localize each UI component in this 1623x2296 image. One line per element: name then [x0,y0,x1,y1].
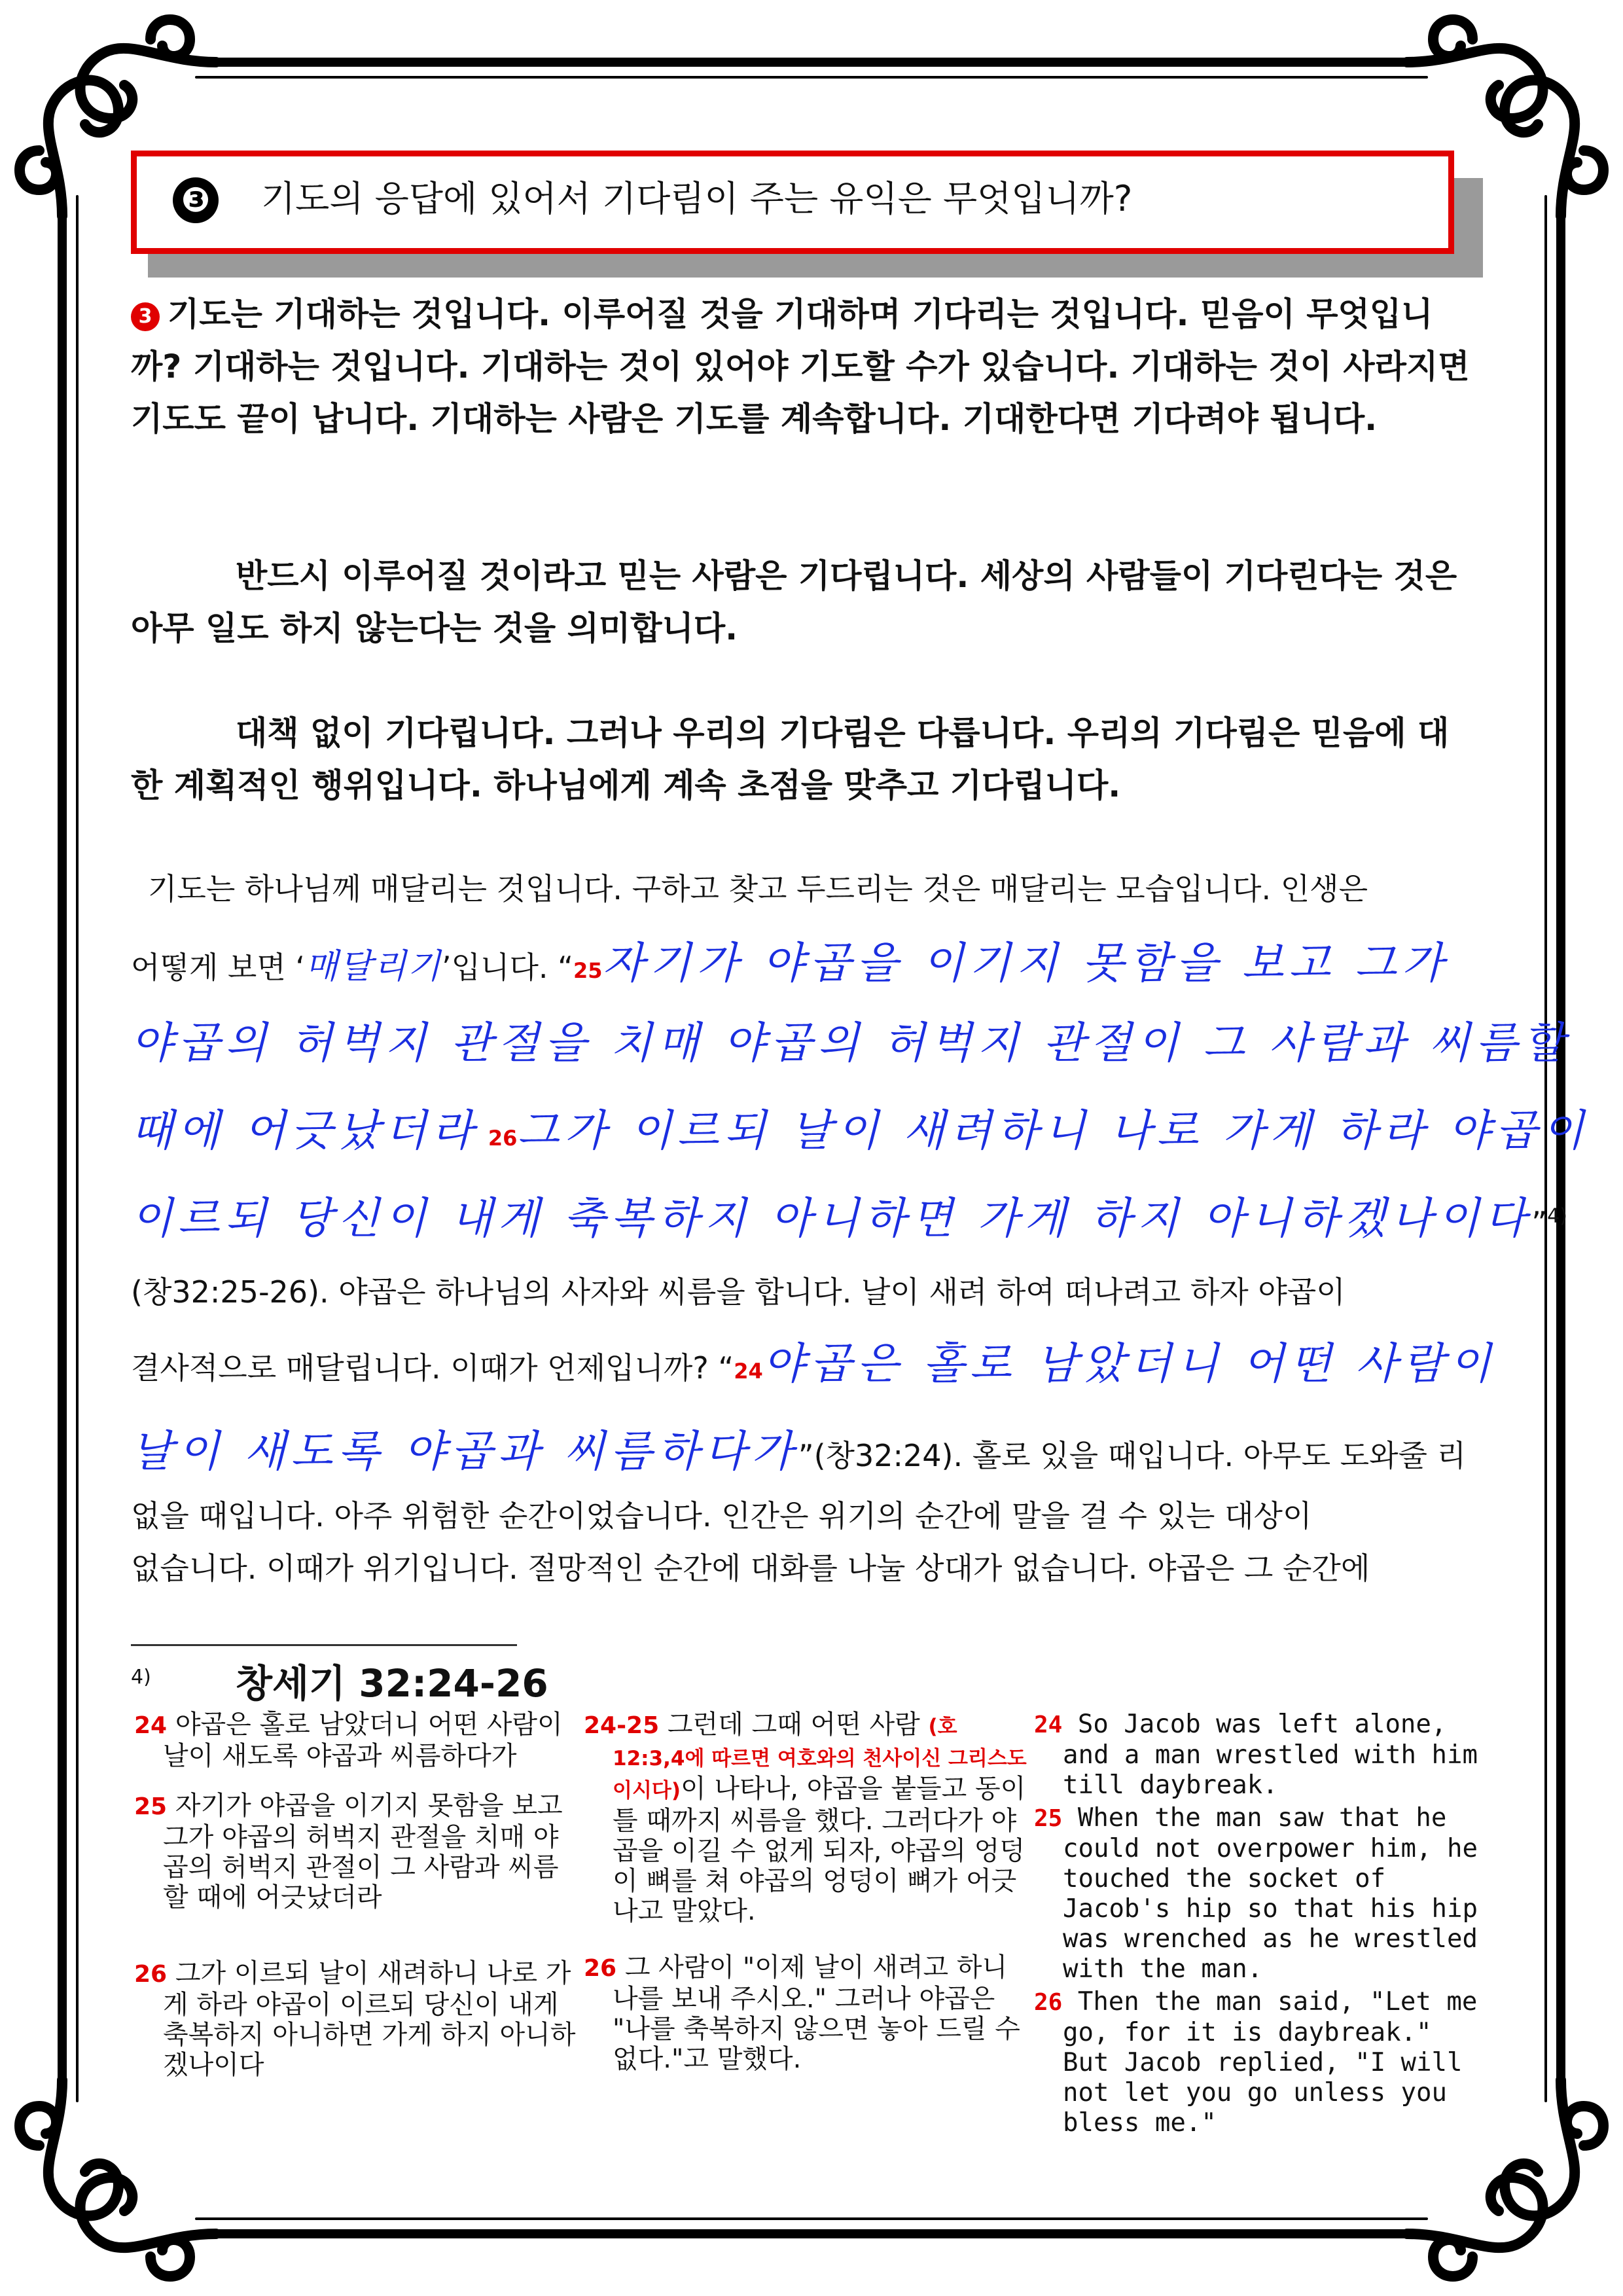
body-line-7: 결사적으로 매달립니다. 이때가 언제입니까? “24야곱은 홀로 남았더니 어떤 사람이 [131,1338,1497,1389]
footnote-divider [131,1644,517,1646]
body-line-1: 기도는 하나님께 매달리는 것입니다. 구하고 찾고 두드리는 것은 매달리는 모습입니다. 인생은 [148,871,1368,906]
body-line-5: 이르되 당신이 내게 축복하지 아니하면 가게 하지 아니하겠나이다”$^{4)}$ [131,1193,1567,1244]
scripture-quote: 이르되 당신이 내게 축복하지 아니하면 가게 하지 아니하겠나이다 [131,1193,1532,1244]
body-line-4 [131,1096,1590,1158]
footnote-column-english [1034,1710,1492,2158]
footnote-ref: 4) [1547,1204,1567,1228]
question-box [131,151,1454,254]
corner-ornament-bottom-left [20,2080,216,2276]
verse-number: 26 [488,1126,518,1151]
scripture-quote: 자기가 야곱을 이기지 못함을 보고 그가 [602,938,1449,988]
body-line-9: 없을 때입니다. 아주 위험한 순간이었습니다. 인간은 위기의 순간에 말을 걸 수 있는 대상이 [131,1498,1312,1534]
body-line-8: 날이 새도록 야곱과 씨름하다가”(창32:24). 홀로 있을 때입니다. 아무도 도와줄 리 [131,1426,1467,1477]
question-number: ❸ [173,177,219,223]
answer-number-badge: 3 [131,302,160,331]
scripture-quote: 그가 이르되 날이 새려하니 나로 가게 하라 야곱이 [517,1105,1590,1156]
body-line-2: 어떻게 보면 ‘매달리기’입니다. “25자기가 야곱을 이기지 못함을 보고 그가 [131,938,1449,988]
verse-number: 25 [573,958,603,983]
question-text: 기도의 응답에 있어서 기다림이 주는 유익은 무엇입니까? [261,178,1133,219]
footnote-column-korean-2 [584,1710,1029,2094]
footnote-column-korean-1 [134,1710,579,2100]
verse-item: 25 자기가 야곱을 이기지 못함을 보고 그가 야곱의 허벅지 관절을 치매 야곱의 허벅지 관절이 그 사람과 씨름할 때에 어긋났더라 [134,1791,563,1912]
verse-item: 24-25 그런데 그때 어떤 사람 (호 12:3,4에 따르면 여호와의 천사이신 그리스도이시다)이 나타나, 야곱을 붙들고 동이 틀 때까지 씨름을 했다. 그러다가 야곱을 이길 수 없게 되자, 야곱의 엉덩이 뼈를 쳐 야곱의 엉덩이 뼈가 어긋나고 말았다. [584,1710,1027,1926]
verse-number: 24 [734,1359,763,1384]
answer-paragraph-1 [131,288,1472,445]
footnote-title: 창세기 32:24-26 [236,1661,548,1706]
emphasis-word: 매달리기 [305,947,442,986]
scripture-quote: 날이 새도록 야곱과 씨름하다가 [131,1426,798,1477]
verse-item: 26 그가 이르되 날이 새려하니 나로 가게 하라 야곱이 이르되 당신이 내게 축복하지 아니하면 가게 하지 아니하겠나이다 [134,1958,576,2080]
answer-text-3: 대책 없이 기다립니다. 그러나 우리의 기다림은 다릅니다. 우리의 기다림은 믿음에 대한 계획적인 행위입니다. 하나님에게 계속 초점을 맞추고 기다립니다. [131,714,1450,804]
verse-item: 25 When the man saw that he could not overpower him, he touched the socket of Jacob's hip so that his hip was wrenched as he wrestled with the man. [1034,1803,1478,1984]
body-line-3 [131,1008,1570,1070]
body-line-6: (창32:25-26). 야곱은 하나님의 사자와 씨름을 합니다. 날이 새려 하여 떠나려고 하자 야곱이 [131,1274,1346,1310]
verse-item: 24 So Jacob was left alone, and a man wrestled with him till daybreak. [1034,1710,1478,1800]
scripture-quote: 야곱의 허벅지 관절을 치매 야곱의 허벅지 관절이 그 사람과 씨름할 [131,1018,1570,1068]
verse-item: 24 야곱은 홀로 남았더니 어떤 사람이 날이 새도록 야곱과 씨름하다가 [134,1710,563,1771]
answer-text-1: 기도는 기대하는 것입니다. 이루어질 것을 기대하며 기다리는 것입니다. 믿음이 무엇입니까? 기대하는 것입니다. 기대하는 것이 있어야 기도할 수가 있습니다. 기대하는 것이 사라지면 기도도 끝이 납니다. 기대하는 사람은 기도를 계속합니다. 기대한다면 기다려야 됩니다. [131,295,1470,438]
body-line-10: 없습니다. 이때가 위기입니다. 절망적인 순간에 대화를 나눌 상대가 없습니다. 야곱은 그 순간에 [131,1551,1370,1586]
verse-item: 26 Then the man said, "Let me go, for it is daybreak." But Jacob replied, "I will not let you go unless you bless me." [1034,1987,1478,2138]
scripture-quote: 야곱은 홀로 남았더니 어떤 사람이 [762,1338,1497,1389]
answer-text-2: 반드시 이루어질 것이라고 믿는 사람은 기다립니다. 세상의 사람들이 기다린다는 것은 아무 일도 하지 않는다는 것을 의미합니다. [131,557,1457,647]
verse-item: 26 그 사람이 "이제 날이 새려고 하니 나를 보내 주시오." 그러나 야곱은 "나를 축복하지 않으면 놓아 드릴 수 없다."고 말했다. [584,1952,1020,2074]
answer-paragraph-3 [131,707,1472,812]
footnote-mark: 4) [131,1666,151,1689]
scripture-quote: 때에 어긋났더라 [131,1105,479,1156]
answer-paragraph-2 [131,550,1472,655]
